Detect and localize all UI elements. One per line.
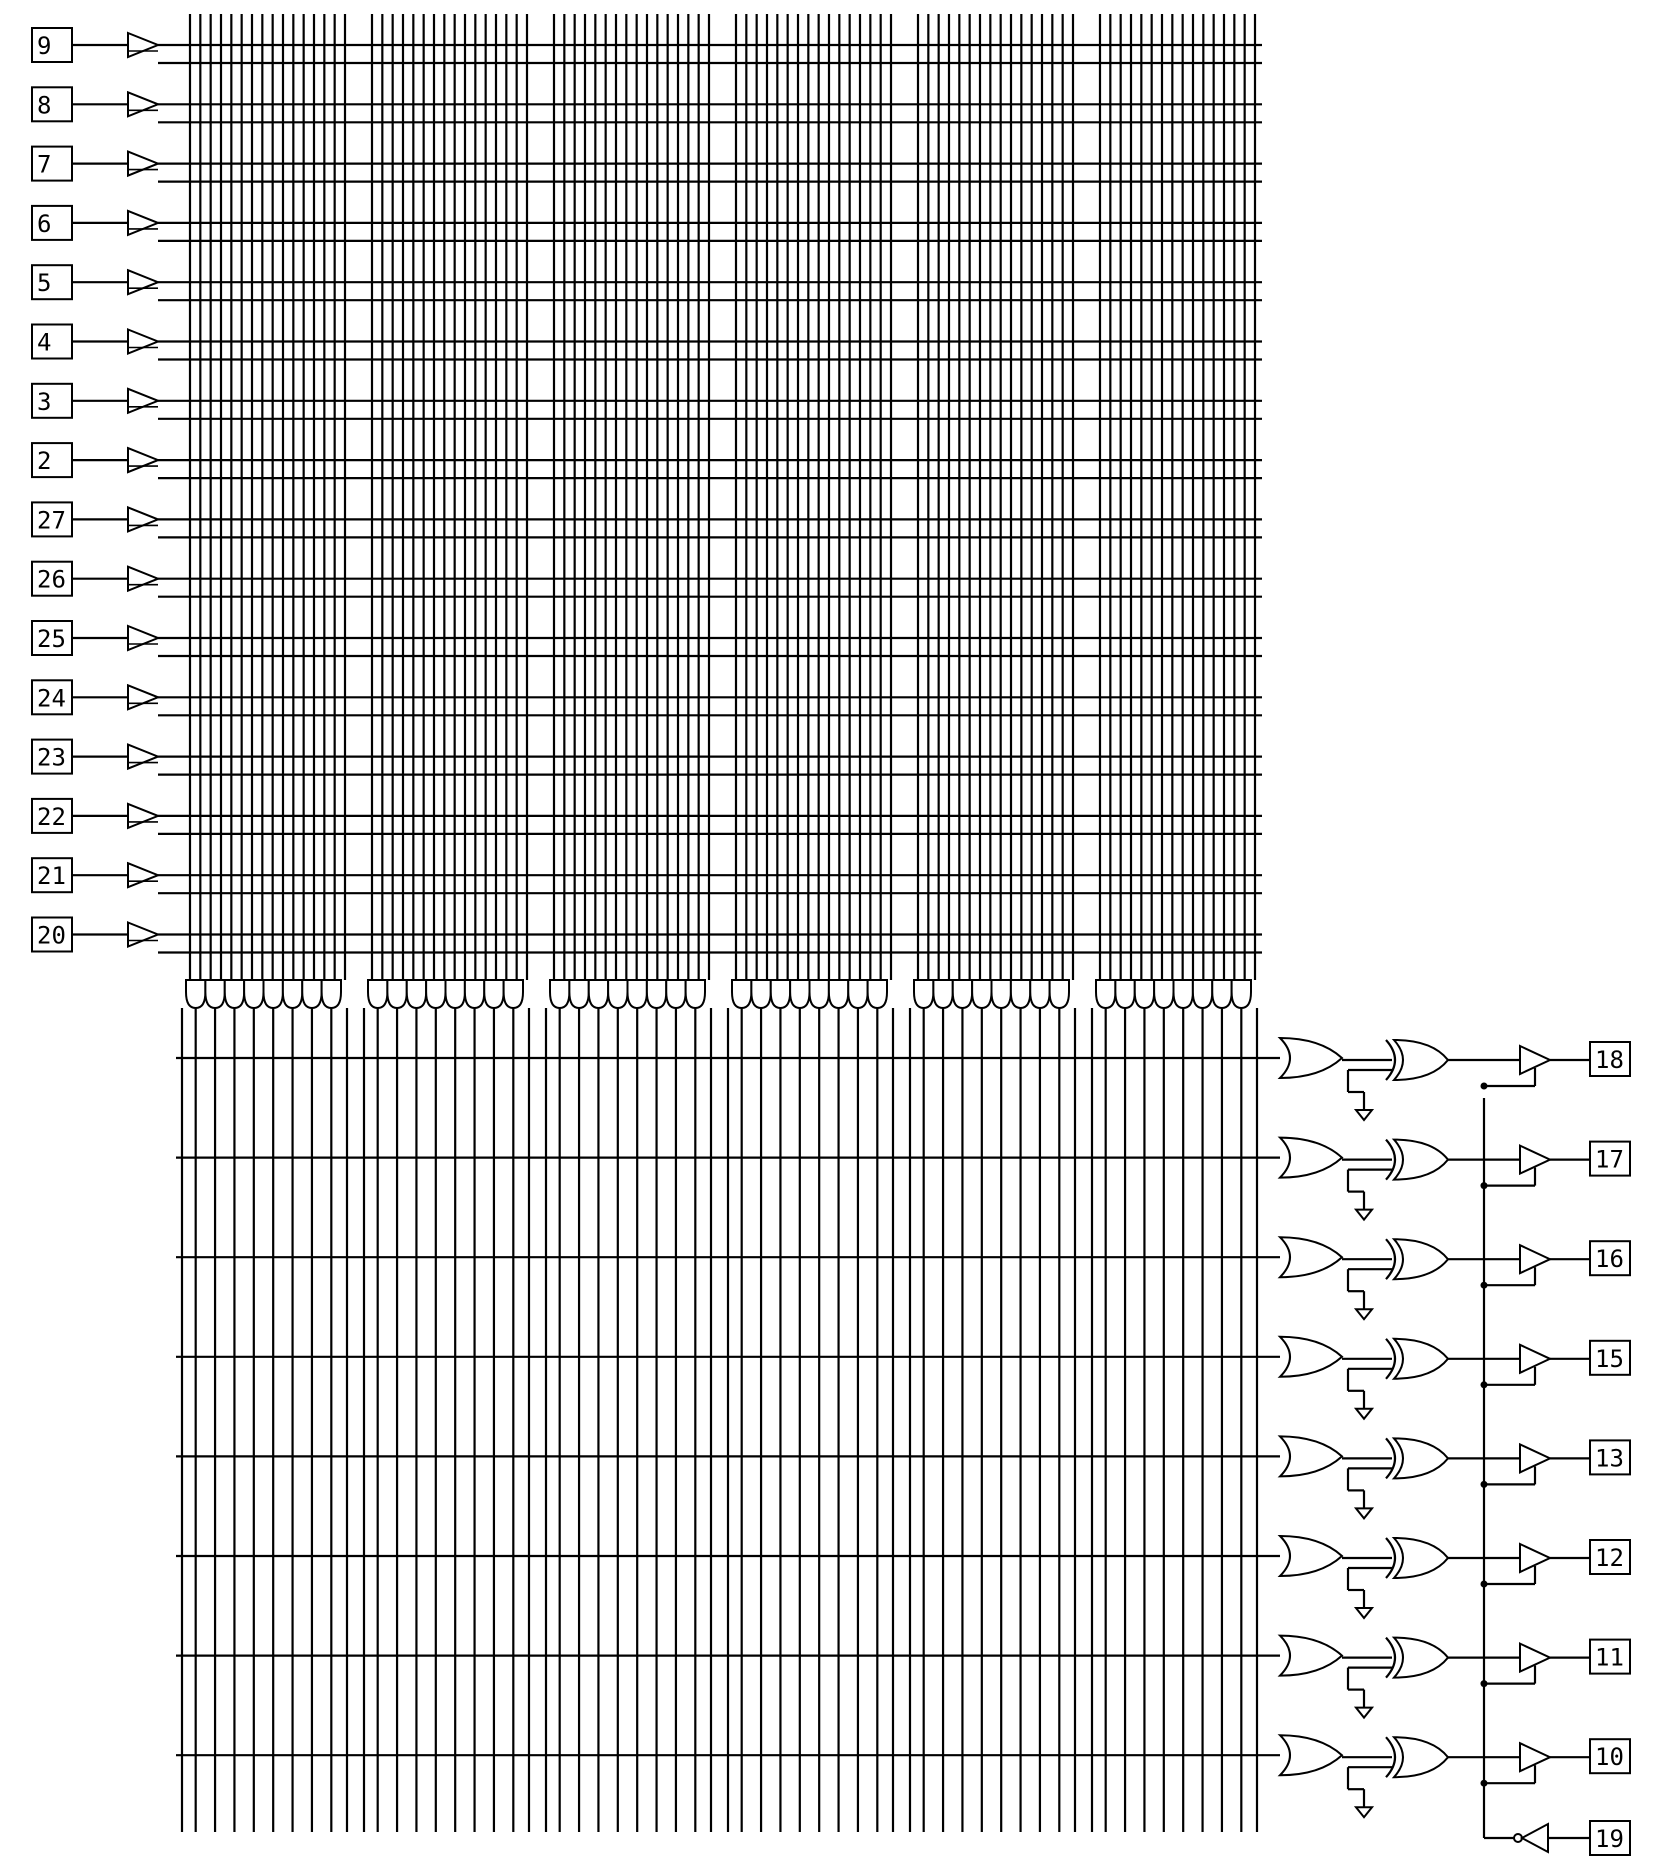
output-pin-label: 18 [1595,1046,1624,1074]
and-gate [465,980,484,1008]
input-pin-label: 5 [37,269,52,298]
and-gate [1135,980,1154,1008]
and-gate [225,980,244,1008]
fuse-array-grid [190,14,1255,980]
xor-gate [1394,1737,1448,1777]
macrocell-15 [176,1337,1630,1419]
and-gate [1096,980,1115,1008]
or-gate [1280,1735,1342,1775]
ground-icon [1356,1309,1372,1319]
or-gate [1280,1237,1342,1277]
macrocell-10 [176,1735,1630,1817]
and-gate [992,980,1011,1008]
and-gate [302,980,321,1008]
and-gate-group [910,980,1075,1832]
and-gate [933,980,952,1008]
input-buffer-triangle [128,270,158,294]
output-pin-label: 17 [1595,1145,1624,1174]
output-pin-label: 11 [1595,1643,1624,1672]
xor-gate [1394,1638,1448,1678]
and-gate-array [182,980,1257,1832]
and-gate [914,980,933,1008]
and-gate [628,980,647,1008]
and-gate [790,980,809,1008]
and-gate [446,980,465,1008]
and-gate [504,980,523,1008]
xor-gate [1394,1239,1448,1279]
and-gate [1115,980,1134,1008]
input-buffer-triangle [128,626,158,650]
or-gate [1280,1636,1342,1676]
input-buffer-triangle [128,152,158,176]
ground-icon [1356,1210,1372,1220]
and-gate [569,980,588,1008]
input-buffer-triangle [128,804,158,828]
and-gate [387,980,406,1008]
output-pin-label: 16 [1595,1245,1624,1274]
input-buffer-triangle [128,211,158,235]
xor-gate [1394,1339,1448,1379]
input-pin-label: 20 [37,921,66,950]
input-buffer-triangle [128,448,158,472]
input-buffer-triangle [128,507,158,531]
output-pin-label: 13 [1595,1444,1624,1473]
input-pin-label: 7 [37,150,52,179]
and-gate-group [1092,980,1257,1832]
and-gate [283,980,302,1008]
and-gate [1232,980,1251,1008]
or-gate [1280,1536,1342,1576]
and-gate [1154,980,1173,1008]
input-pin-label: 23 [37,743,66,772]
and-gate [322,980,341,1008]
and-gate-group [546,980,711,1832]
output-macrocells [176,1038,1630,1817]
and-gate-group [182,980,347,1832]
input-buffer-triangle [128,92,158,116]
and-gate [1212,980,1231,1008]
xor-gate [1394,1140,1448,1180]
and-gate [732,980,751,1008]
macrocell-12 [176,1536,1630,1618]
and-gate [264,980,283,1008]
or-gate [1280,1038,1342,1078]
and-gate [1030,980,1049,1008]
input-pin-label: 9 [37,32,52,60]
macrocell-17 [176,1138,1630,1220]
and-gate [550,980,569,1008]
and-gate [686,980,705,1008]
input-pin-label: 8 [37,91,52,120]
and-gate [647,980,666,1008]
and-gate-group [364,980,529,1832]
input-pin-label: 3 [37,387,52,416]
input-pin-label: 2 [37,447,52,476]
ground-icon [1356,1409,1372,1419]
and-gate-group [728,980,893,1832]
and-gate [368,980,387,1008]
and-gate [589,980,608,1008]
and-gate [205,980,224,1008]
input-buffer-triangle [128,567,158,591]
input-pin-label: 4 [37,328,52,357]
output-pin-label: 12 [1595,1544,1624,1572]
and-gate [829,980,848,1008]
xor-gate [1394,1538,1448,1578]
and-gate [771,980,790,1008]
xor-gate [1394,1438,1448,1478]
input-pin-label: 26 [37,565,66,594]
and-gate [608,980,627,1008]
enable-pin-label: 19 [1595,1825,1624,1853]
and-gate [1050,980,1069,1008]
ground-icon [1356,1807,1372,1817]
output-pin-label: 15 [1595,1344,1624,1373]
or-gate [1280,1337,1342,1377]
and-gate [868,980,887,1008]
ground-icon [1356,1608,1372,1618]
input-pin-label: 27 [37,506,66,535]
junction-dot [1481,1083,1488,1090]
input-buffer-triangle [128,923,158,947]
input-buffer-triangle [128,745,158,769]
input-pin-label: 21 [37,862,66,891]
and-gate [848,980,867,1008]
and-gate [810,980,829,1008]
ground-icon [1356,1508,1372,1518]
macrocell-11 [176,1636,1630,1718]
input-pin-label: 25 [37,625,66,653]
and-gate [244,980,263,1008]
macrocell-13 [176,1436,1630,1518]
input-buffer-triangle [128,685,158,709]
enable-inverter [1522,1824,1548,1852]
input-pin-label: 24 [37,684,66,713]
and-gate [484,980,503,1008]
and-gate [751,980,770,1008]
or-gate [1280,1138,1342,1178]
input-buffer-triangle [128,389,158,413]
macrocell-16 [176,1237,1630,1319]
and-gate [666,980,685,1008]
input-buffer-triangle [128,33,158,57]
xor-gate [1394,1040,1448,1080]
input-buffer-triangle [128,330,158,354]
macrocell-18 [176,1038,1630,1120]
and-gate [426,980,445,1008]
and-gate [186,980,205,1008]
input-pin-label: 6 [37,209,52,238]
ground-icon [1356,1110,1372,1120]
or-gate [1280,1436,1342,1476]
and-gate [1174,980,1193,1008]
and-gate [972,980,991,1008]
output-pin-label: 10 [1595,1743,1624,1772]
ground-icon [1356,1708,1372,1718]
input-buffer-triangle [128,863,158,887]
and-gate [407,980,426,1008]
and-gate [1011,980,1030,1008]
and-gate [1193,980,1212,1008]
and-gate [953,980,972,1008]
input-pin-label: 22 [37,802,66,831]
